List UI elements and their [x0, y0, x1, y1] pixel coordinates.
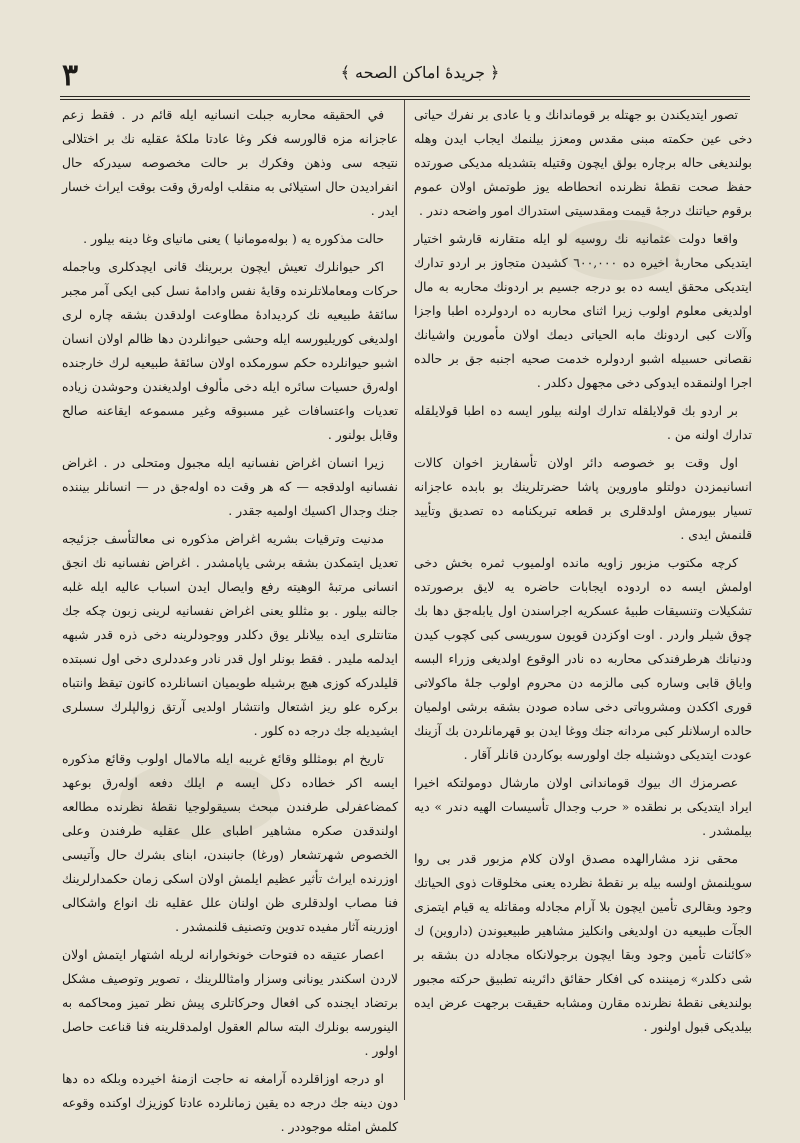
paragraph: واقعا دولت عثمانيه نك روسيه لو ايله متقارنه قارشو اختيار ايتديكی محاربۀ اخيره ده ٦٠٠,٠٠٠ كشيدن متجاوز بر اردو تدارك ايتديكی محقق ايسه ده بو درجه جسيم بر اردونك محاربه به مال اولديغی معلوم اولوب زيرا اثنای محاربه ده اردولرده اطبا واجزا وآلات كبی اردونك مابه الحياتی ديمك اولان مأمورين واشيانك نقصانی حسبيله اشبو اردولره خدمت صحيه اجنبه جق بر حالده اجرا اولنمقده ايدوكی دخی مجهول دكلدر .: [414, 231, 752, 390]
paragraph: حالت مذكوره يه ( بولەمومانيا ) يعنی مانيای وغا دينه بيلور .: [83, 231, 384, 246]
paragraph: محقی نزد مشارالهده مصدق اولان كلام مزبور قدر بی روا سويلنمش اولسه بيله بر نقطۀ نظرده يعنی مخلوقات ذوی الحياتك وجود وبقالری تأمين ايچون بلا آرام مجادله ومقاتله يه قيام ايتمزی الجآت طبيعيه دن اولديغی وانكليز مشاهير طبيعيوندن (داروين) ك «كائنات تأمين وجود وبقا ايچون برجولانكاه مجادله دن بشقه بر شی دكلدر» زميننده كی افكار حقائق دائرينه تطبيق حركته مجبور بولنديغی نقطۀ نظرنده مقارن ومشابه حقيقت برجهت عرض ايده بيلديكی قبول اولنور .: [414, 851, 752, 1034]
paragraph: كرچه مكتوب مزبور زاويه مانده اولميوب ثمره بخش دخی اولمش ايسه ده اردوده ايجابات حاضره يه لايق برصورتده تشكيلات وتنسيقات طبيۀ عسكريه اجراسندن اول يابلەجق دها بك چوق شيلر واردر . اوت اوكزدن قويون سوريسی كبی كچوب كيدن ودنيانك هرطرفندكی محاربه ده نادر الوقوع اولديغی وزراء البسه واياق قابی وساره كبی مالزمه دن محروم اولوب جلۀ ماكولاتی قوری اككدن ومشروباتی دخی ساده صودن بشقه برشی اولميان حالده ارسلانلر كبی مردانه جنك ووغا ايدن بو قهرمانلردن بك آزينك عودت ايتديكی دوشنيله جك اولورسه بوكاردن قانلر آقار .: [414, 555, 752, 762]
page-number: ٣: [62, 58, 79, 93]
running-title: ﴿ جريدۀ اماكن الصحه ﴾: [340, 63, 500, 82]
paragraph: بر اردو بك قولايلقله تدارك اولنه بيلور ايسه ده اطبا قولايلقله تدارك اولنه من .: [414, 403, 752, 442]
header-rule: [60, 99, 750, 100]
paragraph: اول وقت بو خصوصه دائر اولان تأسفاريز اخوان كالات انسانيمزدن دولتلو ماوروين پاشا حضرتلرينك بو بابده عاجزانه تسيار بيورمش اولدقلری بر قطعه تبريكنامه ده تصديق وتأييد قلنمش ايدی .: [414, 455, 752, 542]
header-rule: [60, 96, 750, 97]
paragraph: اكر حيوانلرك تعيش ايچون بربرينك قانی ايچدكلری وباجمله حركات ومعاملاتلرنده وقايۀ نفس وادامۀ نسل كبی ايكی آمر مجبر سائقۀ طبيعيه نك كرديدادۀ مطاوعت اولدقدن بشقه چاره لری اولديغی كوريليورسه ايله وحشی حيوانلردن دها ظالم اولان انسان اشبو حيوانلرده حكم سورمكده اولان سائقۀ طبيعيه لرك خارجنده اولەرق حسيات سائره ايله دخی مألوف اولديغندن وحوشدن زياده تعديات واعتسافات غير مسبوقه وغير مسموعه ايقاعنه صالح وقابل بولنور .: [62, 259, 398, 442]
right-column: [414, 103, 752, 1043]
left-column: [62, 103, 398, 1143]
paragraph: او درجه اوزاقلرده آرامغه نه حاجت ازمنۀ اخيرده وبلكه ده دها دون دينه جك درجه ده يقين زمانلرده عادتا كوزيزك اوكنده وقوعه كلمش امثله موجوددر .: [62, 1071, 398, 1134]
paragraph: تاريخ ام بومثللو وقائع غريبه ايله مالامال اولوب وقائع مذكوره ايسه اكر خطاده دكل ايسه م ايلك دفعه اولەرق بوعهد كمضاعفرلی طرفندن مبحث بسيقولوجيا نقطۀ نظرنده مطالعه اولندقدن صكره مشاهير اطبای علل عقليه طرفندن وعلی الخصوص شهرتشعار (ورغا) جانبندن، ابنای بشرك حال وآتيسی اوزرنده ايراث تأثير عظيم ايلمش اولان اسكی زمان حكمدارلرينك فنا مصاب اولدقلری ظن اولنان علل عقليه نك انواع واشكالی اوزرينه آثار مفيده تدوين وتصنيف قلنمشدر .: [62, 751, 398, 934]
paragraph: اعصار عتيقه ده فتوحات خونخوارانه لريله اشتهار ايتمش اولان لاردن اسكندر يونانی وسزار وامثاللرينك ، تصوير وتوصيف مشكل برتضاد ايجنده كی افعال وحركاتلری پيش نظر تميز ومحاكمه به الينورسه بونلرك البته سالم العقول اولمدقلرينه فنا قناعت حاصل اولور .: [62, 947, 398, 1058]
paragraph: زيرا انسان اغراض نفسانيه ايله مجبول ومتحلی در . اغراض نفسانيه اولدقجه — كه هر وقت ده اولەجق در — انسانلر بيننده جنك وجدال اكسيك اولميه جقدر .: [62, 455, 398, 518]
paragraph: تصور ايتديكندن بو جهتله بر قوماندانك و يا عادی بر نفرك حياتی دخی عين حكمته مبنی مقدس ومعزز بيلنمك ايجاب ايدن وهله بولنديغی حاله برچاره بولق ايچون وقتيله بتشديله مديكی صورتده حفظ صحت نقطۀ نظرنده انحطاطه يوز طوتمش اولان عموم برقوم حياتنك درجۀ قيمت ومقدسيتی استدراك امور واضحه دندر .: [414, 107, 752, 218]
column-divider: [404, 100, 405, 1100]
paragraph: في الحقيقه محاربه جبلت انسانيه ايله قائم در . فقط زعم عاجزانه مزه قالورسه فكر وغا عادتا ملكۀ عقليه نك بر اختلالی نتيجه سی وذهن وفكرك بر حالت مخصوصه سيدركه حال انفراديدن حال استيلائی به منقلب اولەرق وقت بوقت ايراث خسار ايدر .: [62, 107, 398, 218]
paragraph: عصرمزك اك بيوك قوماندانی اولان مارشال دومولتكه اخيرا ايراد ايتديكی بر نطقده « حرب وجدال تأسيسات الهيه دندر » ديه بيلمشدر .: [414, 775, 752, 838]
paragraph: مدنيت وترقيات بشريه اغراض مذكوره نی معالتأسف جزئيجه تعديل ايتمكدن بشقه برشی ياپامشدر . اغراض نفسانيه نك انجق انسانی مرتبۀ الوهيته رفع وايصال ايدن اسباب عاليه ايله غلبه جالنه بيلور . بو مثللو يعنی اغراض نفسانيه لرينی زبون چكه جك متانتلری ايده بيلانلر يوق دكلدر ووجودلرينه دخی ذره قدر شبهه ايدلمه مليدر . فقط بونلر اول قدر نادر وعددلری دخی اول نسبتده قليلدركه كوزی هيچ برشيله طويميان انسانلرده كانون تيقظ وانتباه بركره علو ريز اشتعال وانتشار اولديی آرتق زوالپلرك سسلری ايشيديله جك درجه ده كلور .: [62, 531, 398, 738]
